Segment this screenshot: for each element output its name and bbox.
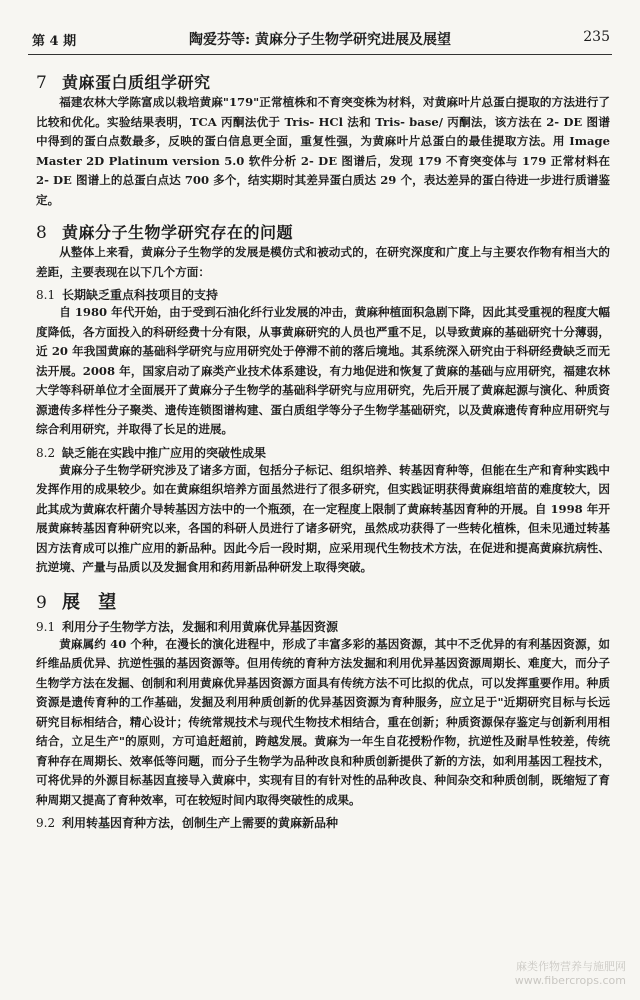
subsection-title: 长期缺乏重点科技项目的支持 (62, 288, 219, 302)
subsection-8-2-heading (36, 444, 610, 461)
subsection-number: 8.2 (36, 445, 56, 460)
section-number: 9 (36, 592, 47, 613)
section-number: 8 (36, 223, 47, 243)
page-number: 235 (583, 29, 610, 45)
subsection-9-1-heading (36, 618, 610, 635)
paragraph: 从整体上来看，黄麻分子生物学的发展是模仿式和被动式的，在研究深度和广度上与主要农作物有相当大的差距，主要表现在以下几个方面： (36, 245, 610, 279)
article-body (36, 60, 610, 831)
paragraph: 黄麻属约 40 个种，在漫长的演化进程中，形成了丰富多彩的基因资源，其中不乏优异的有利基因资源，如纤维品质优异、抗逆性强的基因资源等。但用传统的育种方法发掘和利用优异基因资源周期长、难度大，而分子生物学方法在发掘、创制和利用黄麻优异基因资源方面具有传统方法不可比拟的优点，可以发挥重要作用。种质资源是遗传育种的工作基础，发掘及利用种质创新的优异基因资源为育种服务，应立足于"近期研究目标与长远研究目标相结合，精心设计；传统常规技术与现代生物技术相结合，重在创新；种质资源保存鉴定与创新利用相结合，立足生产"的原则，方可追赶超前，跨越发展。黄麻为一年生自花授粉作物，抗逆性及耐旱性较差，传统育种存在周期长、效率低等问题，而分子生物学为品种改良和种质创新提供了新的方法，如利用基因工程技术，可将优异的外源目标基因直接导入黄麻中，实现有目的有针对性的品种改良、种间杂交和种质创制，既缩短了育种周期又提高了育种效率，可在较短时间内取得突破性的成果。 (36, 636, 610, 807)
site-watermark (515, 960, 626, 988)
section-number: 7 (36, 73, 47, 93)
subsection-number: 9.1 (36, 619, 56, 634)
section-8-heading (36, 220, 610, 243)
subsection-8-1-heading (36, 286, 610, 303)
subsection-title: 利用转基因育种方法，创制生产上需要的黄麻新品种 (62, 816, 339, 830)
paragraph: 黄麻分子生物学研究涉及了诸多方面，包括分子标记、组织培养、转基因育种等，但能在生产和育种实践中发挥作用的成果较少。如在黄麻组织培养方面虽然进行了很多研究，但实践证明获得黄麻组培苗的难度较大，因此其成为黄麻农杆菌介导转基因方法中的一个瓶颈，在一定程度上限制了黄麻转基因育种的开展。自 1998 年开展黄麻转基因育种研究以来，各国的科研人员进行了诸多研究，虽然成功获得了一些转化植株，但未见通过转基因方法育成可以推广应用的新品种。因此今后一段时期，应采用现代生物技术方法，在促进和提高黄麻抗病性、抗逆境、产量与品质以及发掘食用和药用新品种研发上取得突破。 (36, 462, 610, 574)
running-header (28, 26, 612, 55)
subsection-title: 缺乏能在实践中推广应用的突破性成果 (62, 445, 267, 460)
issue-label: 第 4 期 (32, 34, 77, 49)
section-7-heading (36, 70, 610, 93)
section-title: 黄麻蛋白质组学研究 (62, 73, 211, 92)
subsection-number: 9.2 (36, 816, 56, 830)
paragraph: 福建农林大学陈富成以栽培黄麻"179"正常植株和不育突变株为材料，对黄麻叶片总蛋白提取的方法进行了比较和优化。实验结果表明，TCA 丙酮法优于 Tris- HCl 法和 Tris- base/ 丙酮法，该方法在 2- DE 图谱中得到的蛋白点数最多，反映的蛋白信息更全面，重复性强，为黄麻叶片总蛋白的最佳提取方法。用 Image Master 2D Platinum version 5.0 软件分析 2- DE 图谱后，发现 179 不育突变体与 179 正常材料在 2- DE 图谱上的总蛋白点达 700 多个，结实期时其差异蛋白质达 29 个，表达差异的蛋白待进一步进行质谱鉴定。 (36, 95, 610, 207)
subsection-9-2-heading (36, 814, 610, 831)
section-title: 黄麻分子生物学研究存在的问题 (62, 223, 294, 242)
subsection-number: 8.1 (36, 288, 56, 302)
running-title: 陶爱芬等: 黄麻分子生物学研究进展及展望 (188, 32, 452, 48)
section-9-heading (36, 588, 610, 614)
subsection-title: 利用分子生物学方法，发掘和利用黄麻优异基因资源 (62, 619, 339, 634)
watermark-url: www.fibercrops.com (514, 974, 626, 987)
paragraph: 自 1980 年代开始，由于受到石油化纤行业发展的冲击，黄麻种植面积急剧下降，因此其受重视的程度大幅度降低，各方面投入的科研经费十分有限，从事黄麻研究的人员也严重不足，以导致黄麻的基础研究十分薄弱，近 20 年我国黄麻的基础科学研究与应用研究处于停滞不前的落后境地。其系统深入研究由于科研经费缺乏而无法开展。2008 年，国家启动了麻类产业技术体系建设，有力地促进和恢复了黄麻的基础与应用研究，福建农林大学等科研单位才全面展开了黄麻分子生物学的基础科学研究与应用研究，先后开展了黄麻起源与演化、种质资源遗传多样性分子聚类、遗传连锁图谱构建、蛋白质组学等分子生物学基础研究，以及黄麻遗传育种应用研究与综合利用研究，并取得了长足的进展。 (36, 305, 610, 436)
watermark-line: 麻类作物营养与施肥网 (516, 960, 626, 973)
section-title: 展 望 (62, 591, 123, 613)
